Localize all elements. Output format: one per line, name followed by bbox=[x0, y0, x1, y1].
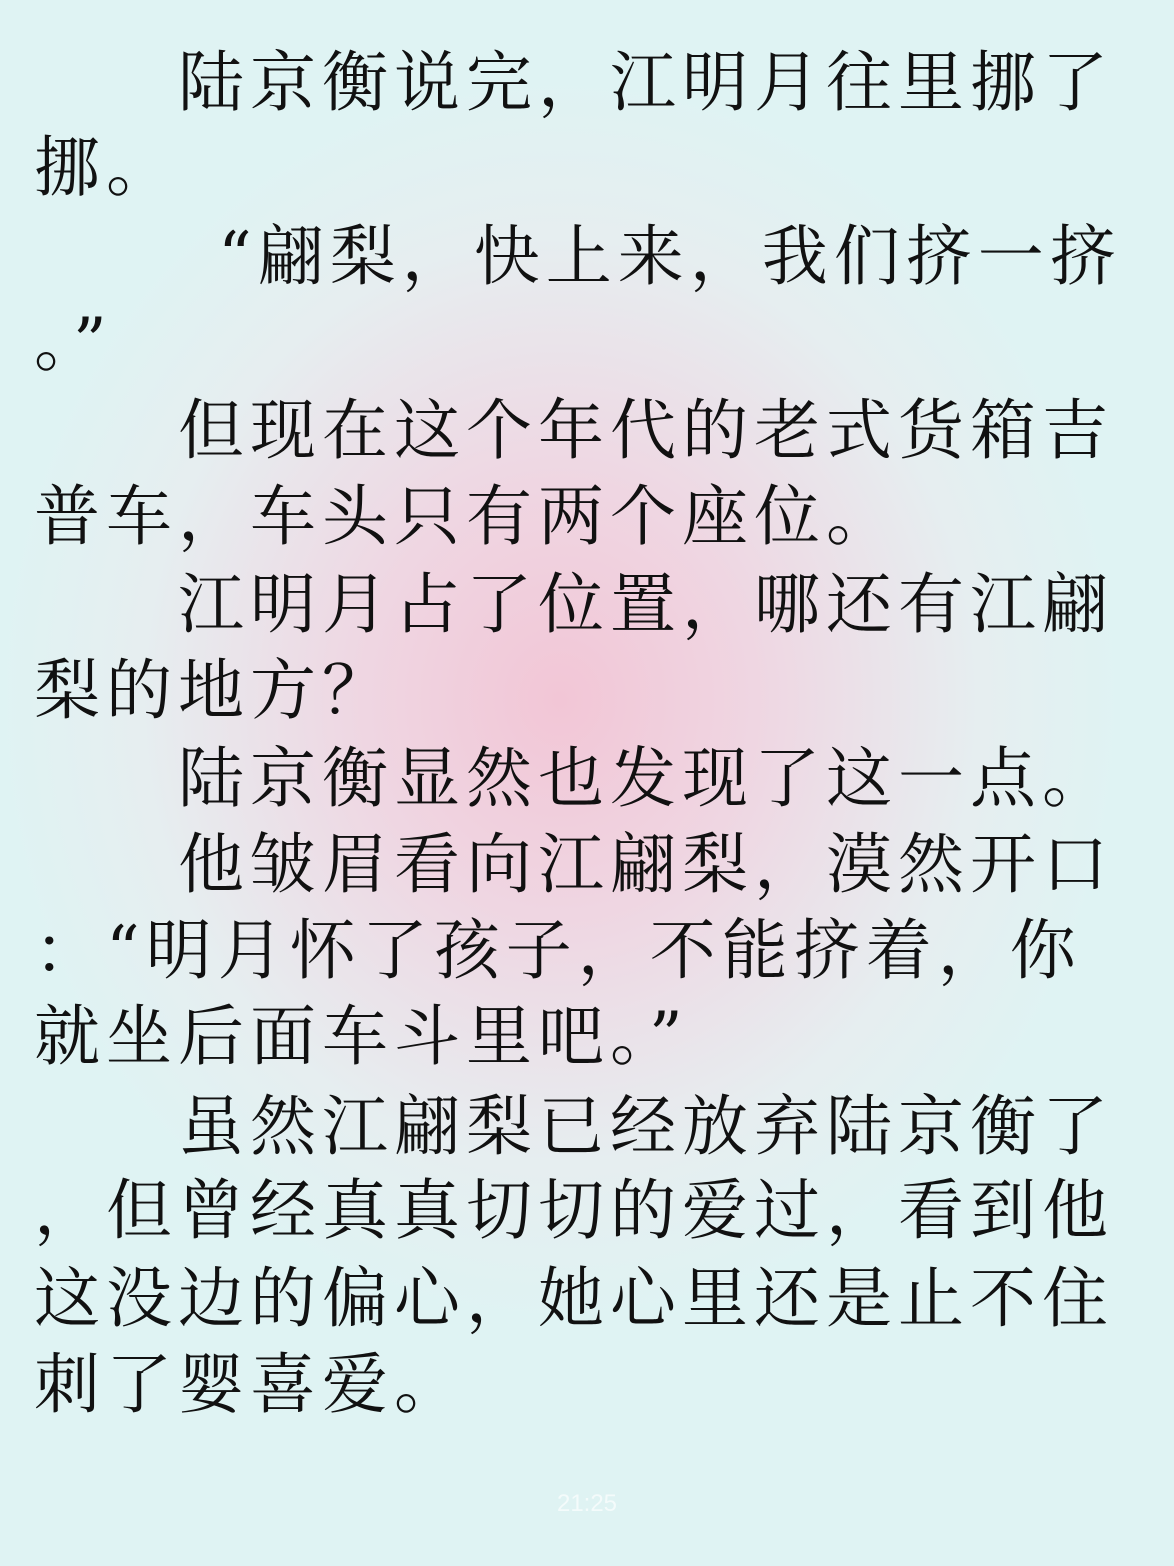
text-line: 。” bbox=[34, 304, 113, 381]
text-line: 这没边的偏心，她心里还是止不住 bbox=[34, 1260, 1114, 1337]
text-line: 但现在这个年代的老式货箱吉 bbox=[178, 392, 1114, 469]
text-line: 刺了婴喜爱。 bbox=[34, 1346, 466, 1423]
text-line: 就坐后面车斗里吧。” bbox=[34, 998, 689, 1075]
text-line: 普车，车头只有两个座位。 bbox=[34, 478, 898, 555]
text-line: 挪。 bbox=[34, 129, 178, 206]
text-line: 他皱眉看向江翩梨，漠然开口 bbox=[178, 826, 1114, 903]
text-line: ：“明月怀了孩子，不能挤着，你 bbox=[34, 912, 1082, 989]
text-line: 陆京衡说完，江明月往里挪了 bbox=[178, 44, 1114, 121]
text-line: 陆京衡显然也发现了这一点。 bbox=[178, 740, 1114, 817]
text-line: ，但曾经真真切切的爱过，看到他 bbox=[34, 1172, 1114, 1249]
footer-time: 21:25 bbox=[556, 1490, 618, 1517]
text-line: 江明月占了位置，哪还有江翩 bbox=[178, 566, 1114, 643]
text-line: 梨的地方？ bbox=[34, 652, 394, 729]
text-line: 虽然江翩梨已经放弃陆京衡了 bbox=[178, 1088, 1114, 1165]
text-line: “翩梨，快上来，我们挤一挤 bbox=[218, 218, 1122, 295]
